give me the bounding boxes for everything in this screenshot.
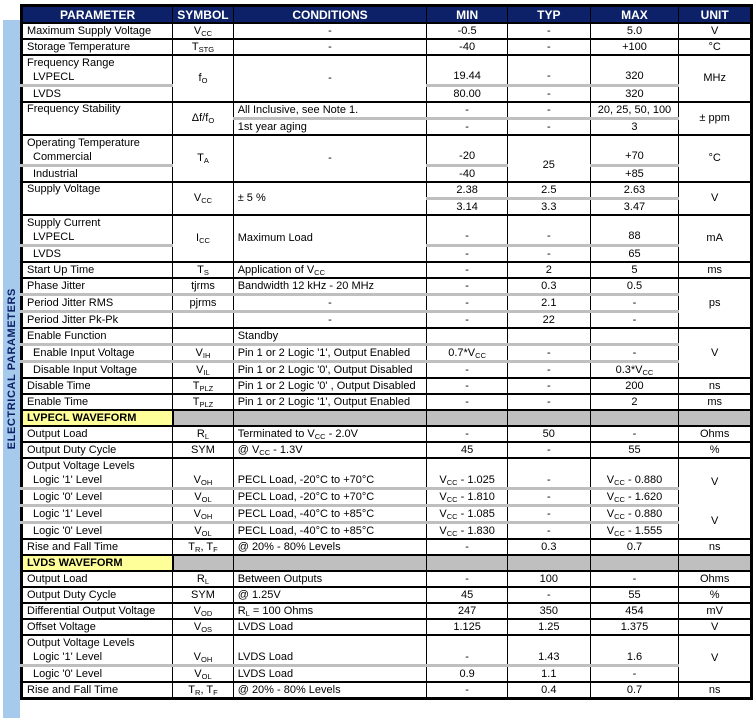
symbol-cell: $T_A$ (173, 135, 233, 182)
param-cell: Start Up Time (22, 262, 173, 278)
symbol-cell: $V_{IL}$ (173, 362, 233, 379)
min-cell: -40 (427, 166, 508, 183)
min-cell: 247 (427, 603, 508, 619)
max-cell: $V_{CC} - 0.880$ (590, 506, 679, 523)
typ-cell: 2.1 (507, 295, 590, 312)
table-row (22, 603, 752, 619)
symbol-cell: tjrms (173, 278, 233, 295)
conditions-cell: @ $V_{CC} - 1.3V$ (233, 442, 427, 458)
param-cell: LVDS (22, 86, 173, 103)
table-row (22, 650, 752, 666)
param-cell: Phase Jitter (22, 278, 173, 295)
typ-cell: 50 (507, 426, 590, 442)
max-cell: - (590, 571, 679, 587)
min-cell: 80.00 (427, 86, 508, 103)
table-row (22, 458, 752, 473)
symbol-cell: $V_{IH}$ (173, 345, 233, 362)
conditions-cell: @ 1.25V (233, 587, 427, 603)
conditions-cell: Standby (233, 328, 427, 345)
param-cell: Enable Function (22, 328, 173, 345)
section-fill-cell (679, 410, 752, 426)
param-cell: Period Jitter Pk-Pk (22, 312, 173, 329)
typ-cell: 0.4 (507, 682, 590, 699)
symbol-cell (173, 635, 233, 650)
symbol-cell: $V_{CC}$ (173, 182, 233, 215)
max-cell: $0.3*V_{CC}$ (590, 362, 679, 379)
typ-cell: - (507, 55, 590, 86)
min-cell (427, 635, 508, 650)
typ-cell: - (507, 489, 590, 506)
conditions-cell (233, 458, 427, 473)
unit-cell: °C (679, 135, 752, 182)
min-cell: - (427, 312, 508, 329)
symbol-cell: $V_{OL}$ (173, 489, 233, 506)
table-row (22, 215, 752, 230)
param-cell: Supply Voltage (22, 182, 173, 215)
symbol-cell: $V_{OD}$ (173, 603, 233, 619)
param-cell: Output Load (22, 571, 173, 587)
min-cell: 3.14 (427, 199, 508, 216)
vertical-section-label: ELECTRICAL PARAMETERS (5, 288, 18, 450)
min-cell: - (427, 215, 508, 246)
param-cell: LVDS (22, 246, 173, 263)
table-row (22, 378, 752, 394)
conditions-cell: PECL Load, -40°C to +85°C (233, 506, 427, 523)
param-cell: Disable Input Voltage (22, 362, 173, 379)
symbol-cell: $T_R$, $T_F$ (173, 539, 233, 555)
min-cell: $0.7*V_{CC}$ (427, 345, 508, 362)
table-row (22, 619, 752, 635)
unit-cell: ms (679, 262, 752, 278)
section-fill-cell (507, 410, 590, 426)
unit-cell: % (679, 587, 752, 603)
typ-cell: - (507, 215, 590, 246)
min-cell: $V_{CC} - 1.025$ (427, 473, 508, 489)
col-header-unit: UNIT (679, 6, 752, 24)
symbol-cell: $f_O$ (173, 55, 233, 102)
max-cell: 3.47 (590, 199, 679, 216)
typ-cell: 100 (507, 571, 590, 587)
symbol-cell: SYM (173, 442, 233, 458)
max-cell: 65 (590, 246, 679, 263)
table-row (22, 39, 752, 55)
typ-cell: 3.3 (507, 199, 590, 216)
symbol-cell: $T_{STG}$ (173, 39, 233, 55)
table-row (22, 426, 752, 442)
unit-cell: V (679, 328, 752, 378)
min-cell: 1.125 (427, 619, 508, 635)
conditions-cell: - (233, 55, 427, 102)
typ-cell: - (507, 442, 590, 458)
table-row (22, 182, 752, 199)
section-row (22, 555, 752, 571)
min-cell: - (427, 119, 508, 136)
max-cell: 55 (590, 442, 679, 458)
param-cell: LVPECL (22, 70, 173, 86)
min-cell (427, 328, 508, 345)
section-fill-cell (173, 410, 233, 426)
symbol-cell: $V_{OH}$ (173, 650, 233, 666)
typ-cell: 2 (507, 262, 590, 278)
unit-cell: V (679, 458, 752, 506)
conditions-cell: - (233, 135, 427, 182)
max-cell: 5 (590, 262, 679, 278)
conditions-cell: Pin 1 or 2 Logic '1', Output Enabled (233, 345, 427, 362)
typ-cell: 350 (507, 603, 590, 619)
typ-cell (507, 458, 590, 473)
min-cell: - (427, 102, 508, 119)
conditions-cell: Pin 1 or 2 Logic '0', Output Disabled (233, 362, 427, 379)
max-cell: 0.7 (590, 682, 679, 699)
symbol-cell: $V_{OS}$ (173, 619, 233, 635)
symbol-cell: $V_{OL}$ (173, 666, 233, 683)
min-cell: - (427, 426, 508, 442)
min-cell (427, 458, 508, 473)
table-row (22, 23, 752, 39)
max-cell: $V_{CC} - 0.880$ (590, 473, 679, 489)
col-header-conditions: CONDITIONS (233, 6, 427, 24)
unit-cell: V (679, 23, 752, 39)
table-row (22, 278, 752, 295)
conditions-cell: - (233, 295, 427, 312)
min-cell: - (427, 246, 508, 263)
min-cell: - (427, 378, 508, 394)
param-cell: Logic '0' Level (22, 666, 173, 683)
max-cell: 20, 25, 50, 100 (590, 102, 679, 119)
table-row (22, 682, 752, 699)
section-label: LVPECL WAVEFORM (22, 410, 173, 426)
max-cell: $V_{CC} - 1.620$ (590, 489, 679, 506)
section-fill-cell (233, 555, 427, 571)
max-cell: 1.6 (590, 650, 679, 666)
conditions-cell: $R_L = 100$ Ohms (233, 603, 427, 619)
symbol-cell: $V_{OH}$ (173, 506, 233, 523)
symbol-cell: $\Delta f/f_O$ (173, 102, 233, 135)
max-cell (590, 635, 679, 650)
param-cell: Commercial (22, 150, 173, 166)
param-cell: Frequency Stability (22, 102, 173, 135)
typ-cell: - (507, 102, 590, 119)
conditions-cell: Application of $V_{CC}$ (233, 262, 427, 278)
unit-cell: Ohms (679, 426, 752, 442)
param-cell: Logic '1' Level (22, 650, 173, 666)
col-header-typ: TYP (507, 6, 590, 24)
param-cell: Disable Time (22, 378, 173, 394)
table-row (22, 328, 752, 345)
col-header-parameter: PARAMETER (22, 6, 173, 24)
max-cell: +100 (590, 39, 679, 55)
typ-cell: - (507, 39, 590, 55)
param-cell: Maximum Supply Voltage (22, 23, 173, 39)
min-cell: 45 (427, 442, 508, 458)
param-cell: Differential Output Voltage (22, 603, 173, 619)
min-cell: 0.9 (427, 666, 508, 683)
unit-cell: V (679, 619, 752, 635)
typ-cell: 0.3 (507, 278, 590, 295)
min-cell: - (427, 394, 508, 410)
typ-cell: - (507, 86, 590, 103)
unit-cell: Ohms (679, 571, 752, 587)
param-cell: Frequency Range (22, 55, 173, 70)
unit-cell: °C (679, 39, 752, 55)
table-row (22, 587, 752, 603)
max-cell: 0.7 (590, 539, 679, 555)
symbol-cell: $T_R$, $T_F$ (173, 682, 233, 699)
table-row (22, 539, 752, 555)
col-header-symbol: SYMBOL (173, 6, 233, 24)
section-fill-cell (679, 555, 752, 571)
max-cell: 200 (590, 378, 679, 394)
section-fill-cell (590, 410, 679, 426)
unit-cell: V (679, 182, 752, 215)
conditions-cell: Pin 1 or 2 Logic '1', Output Enabled (233, 394, 427, 410)
symbol-cell: $R_L$ (173, 571, 233, 587)
typ-cell: - (507, 394, 590, 410)
section-fill-cell (590, 555, 679, 571)
conditions-cell: ± 5 % (233, 182, 427, 215)
min-cell: 19.44 (427, 55, 508, 86)
max-cell: 2 (590, 394, 679, 410)
col-header-max: MAX (590, 6, 679, 24)
min-cell: $V_{CC} - 1.810$ (427, 489, 508, 506)
min-cell: - (427, 539, 508, 555)
typ-cell: 0.3 (507, 539, 590, 555)
typ-cell: 25 (507, 150, 590, 182)
unit-cell: V (679, 506, 752, 540)
param-cell: Enable Time (22, 394, 173, 410)
conditions-cell: - (233, 312, 427, 329)
table-row (22, 394, 752, 410)
max-cell (590, 328, 679, 345)
typ-cell: - (507, 345, 590, 362)
typ-cell: - (507, 523, 590, 540)
max-cell: +70 (590, 135, 679, 166)
col-header-min: MIN (427, 6, 508, 24)
unit-cell: ns (679, 539, 752, 555)
param-cell: Supply Current (22, 215, 173, 230)
unit-cell: mV (679, 603, 752, 619)
electrical-parameters-table (20, 4, 753, 700)
max-cell: 2.63 (590, 182, 679, 199)
conditions-cell: Maximum Load (233, 215, 427, 262)
section-row (22, 410, 752, 426)
typ-cell: 22 (507, 312, 590, 329)
symbol-cell: $I_{CC}$ (173, 215, 233, 262)
max-cell: 1.375 (590, 619, 679, 635)
typ-cell: 1.25 (507, 619, 590, 635)
symbol-cell (173, 312, 233, 329)
symbol-cell (173, 458, 233, 473)
table-row (22, 442, 752, 458)
param-cell: Logic '0' Level (22, 523, 173, 540)
unit-cell: MHz (679, 55, 752, 102)
min-cell: -40 (427, 39, 508, 55)
param-cell: Logic '1' Level (22, 506, 173, 523)
table-row (22, 345, 752, 362)
param-cell: Rise and Fall Time (22, 682, 173, 699)
param-cell: LVPECL (22, 230, 173, 246)
typ-cell (507, 328, 590, 345)
max-cell: - (590, 666, 679, 683)
table-row (22, 295, 752, 312)
typ-cell: - (507, 378, 590, 394)
max-cell: 88 (590, 215, 679, 246)
conditions-cell (233, 635, 427, 650)
max-cell: 55 (590, 587, 679, 603)
max-cell: - (590, 345, 679, 362)
typ-cell: - (507, 246, 590, 263)
param-cell: Storage Temperature (22, 39, 173, 55)
conditions-cell: PECL Load, -20°C to +70°C (233, 489, 427, 506)
header-row (22, 6, 752, 24)
conditions-cell: PECL Load, -40°C to +85°C (233, 523, 427, 540)
symbol-cell (173, 328, 233, 345)
typ-cell: - (507, 506, 590, 523)
conditions-cell: @ 20% - 80% Levels (233, 539, 427, 555)
min-cell: - (427, 362, 508, 379)
table-row (22, 362, 752, 379)
max-cell: +85 (590, 166, 679, 183)
param-cell: Offset Voltage (22, 619, 173, 635)
min-cell: - (427, 650, 508, 666)
max-cell: 320 (590, 86, 679, 103)
table-row (22, 635, 752, 650)
min-cell: $V_{CC} - 1.085$ (427, 506, 508, 523)
max-cell: - (590, 295, 679, 312)
param-cell: Output Load (22, 426, 173, 442)
typ-cell (507, 135, 590, 150)
conditions-cell: Between Outputs (233, 571, 427, 587)
symbol-cell: $T_S$ (173, 262, 233, 278)
conditions-cell: 1st year aging (233, 119, 427, 136)
typ-cell (507, 635, 590, 650)
max-cell: 5.0 (590, 23, 679, 39)
max-cell: 454 (590, 603, 679, 619)
table-row (22, 135, 752, 150)
conditions-cell: LVDS Load (233, 619, 427, 635)
typ-cell: 1.43 (507, 650, 590, 666)
min-cell: 2.38 (427, 182, 508, 199)
conditions-cell: Bandwidth 12 kHz - 20 MHz (233, 278, 427, 295)
param-cell: Operating Temperature (22, 135, 173, 150)
unit-cell: ms (679, 394, 752, 410)
typ-cell: - (507, 119, 590, 136)
symbol-cell: $V_{CC}$ (173, 23, 233, 39)
conditions-cell: - (233, 39, 427, 55)
param-cell: Period Jitter RMS (22, 295, 173, 312)
symbol-cell: $V_{OH}$ (173, 473, 233, 489)
typ-cell: - (507, 362, 590, 379)
table-row (22, 55, 752, 70)
typ-cell: - (507, 587, 590, 603)
max-cell: 0.5 (590, 278, 679, 295)
unit-cell: V (679, 635, 752, 682)
unit-cell: ± ppm (679, 102, 752, 135)
conditions-cell: @ 20% - 80% Levels (233, 682, 427, 699)
table-row (22, 102, 752, 119)
min-cell: - (427, 682, 508, 699)
section-label: LVDS WAVEFORM (22, 555, 173, 571)
max-cell: $V_{CC} - 1.555$ (590, 523, 679, 540)
table-row (22, 312, 752, 329)
symbol-cell: $V_{OL}$ (173, 523, 233, 540)
param-cell: Industrial (22, 166, 173, 183)
conditions-cell: All Inclusive, see Note 1. (233, 102, 427, 119)
table-row (22, 571, 752, 587)
conditions-cell: Terminated to $V_{CC} - 2.0V$ (233, 426, 427, 442)
section-fill-cell (173, 555, 233, 571)
param-cell: Output Duty Cycle (22, 442, 173, 458)
param-cell: Output Voltage Levels (22, 458, 173, 473)
unit-cell: % (679, 442, 752, 458)
max-cell: - (590, 426, 679, 442)
unit-cell: mA (679, 215, 752, 262)
typ-cell: 1.1 (507, 666, 590, 683)
min-cell: -0.5 (427, 23, 508, 39)
param-cell: Rise and Fall Time (22, 539, 173, 555)
max-cell: 3 (590, 119, 679, 136)
param-cell: Output Duty Cycle (22, 587, 173, 603)
symbol-cell: $T_{PLZ}$ (173, 378, 233, 394)
conditions-cell: - (233, 23, 427, 39)
typ-cell: - (507, 23, 590, 39)
section-fill-cell (507, 555, 590, 571)
min-cell: $V_{CC} - 1.830$ (427, 523, 508, 540)
param-cell: Output Voltage Levels (22, 635, 173, 650)
section-fill-cell (233, 410, 427, 426)
conditions-cell: LVDS Load (233, 650, 427, 666)
symbol-cell: pjrms (173, 295, 233, 312)
min-cell: - (427, 262, 508, 278)
symbol-cell: $R_L$ (173, 426, 233, 442)
min-cell: - (427, 571, 508, 587)
min-cell: - (427, 278, 508, 295)
table-row (22, 523, 752, 540)
conditions-cell: PECL Load, -20°C to +70°C (233, 473, 427, 489)
min-cell: - (427, 295, 508, 312)
min-cell: 45 (427, 587, 508, 603)
table-row (22, 489, 752, 506)
max-cell: 320 (590, 55, 679, 86)
conditions-cell: Pin 1 or 2 Logic '0' , Output Disabled (233, 378, 427, 394)
param-cell: Enable Input Voltage (22, 345, 173, 362)
table-row (22, 506, 752, 523)
table-row (22, 473, 752, 489)
section-fill-cell (427, 555, 508, 571)
symbol-cell: $T_{PLZ}$ (173, 394, 233, 410)
max-cell (590, 458, 679, 473)
table-row (22, 262, 752, 278)
section-fill-cell (427, 410, 508, 426)
min-cell: -20 (427, 135, 508, 166)
param-cell: Logic '1' Level (22, 473, 173, 489)
typ-cell: - (507, 473, 590, 489)
symbol-cell: SYM (173, 587, 233, 603)
unit-cell: ps (679, 278, 752, 328)
param-cell: Logic '0' Level (22, 489, 173, 506)
max-cell: - (590, 312, 679, 329)
table-row (22, 666, 752, 683)
conditions-cell: LVDS Load (233, 666, 427, 683)
unit-cell: ns (679, 682, 752, 699)
typ-cell: 2.5 (507, 182, 590, 199)
unit-cell: ns (679, 378, 752, 394)
vertical-section-band (3, 20, 20, 718)
